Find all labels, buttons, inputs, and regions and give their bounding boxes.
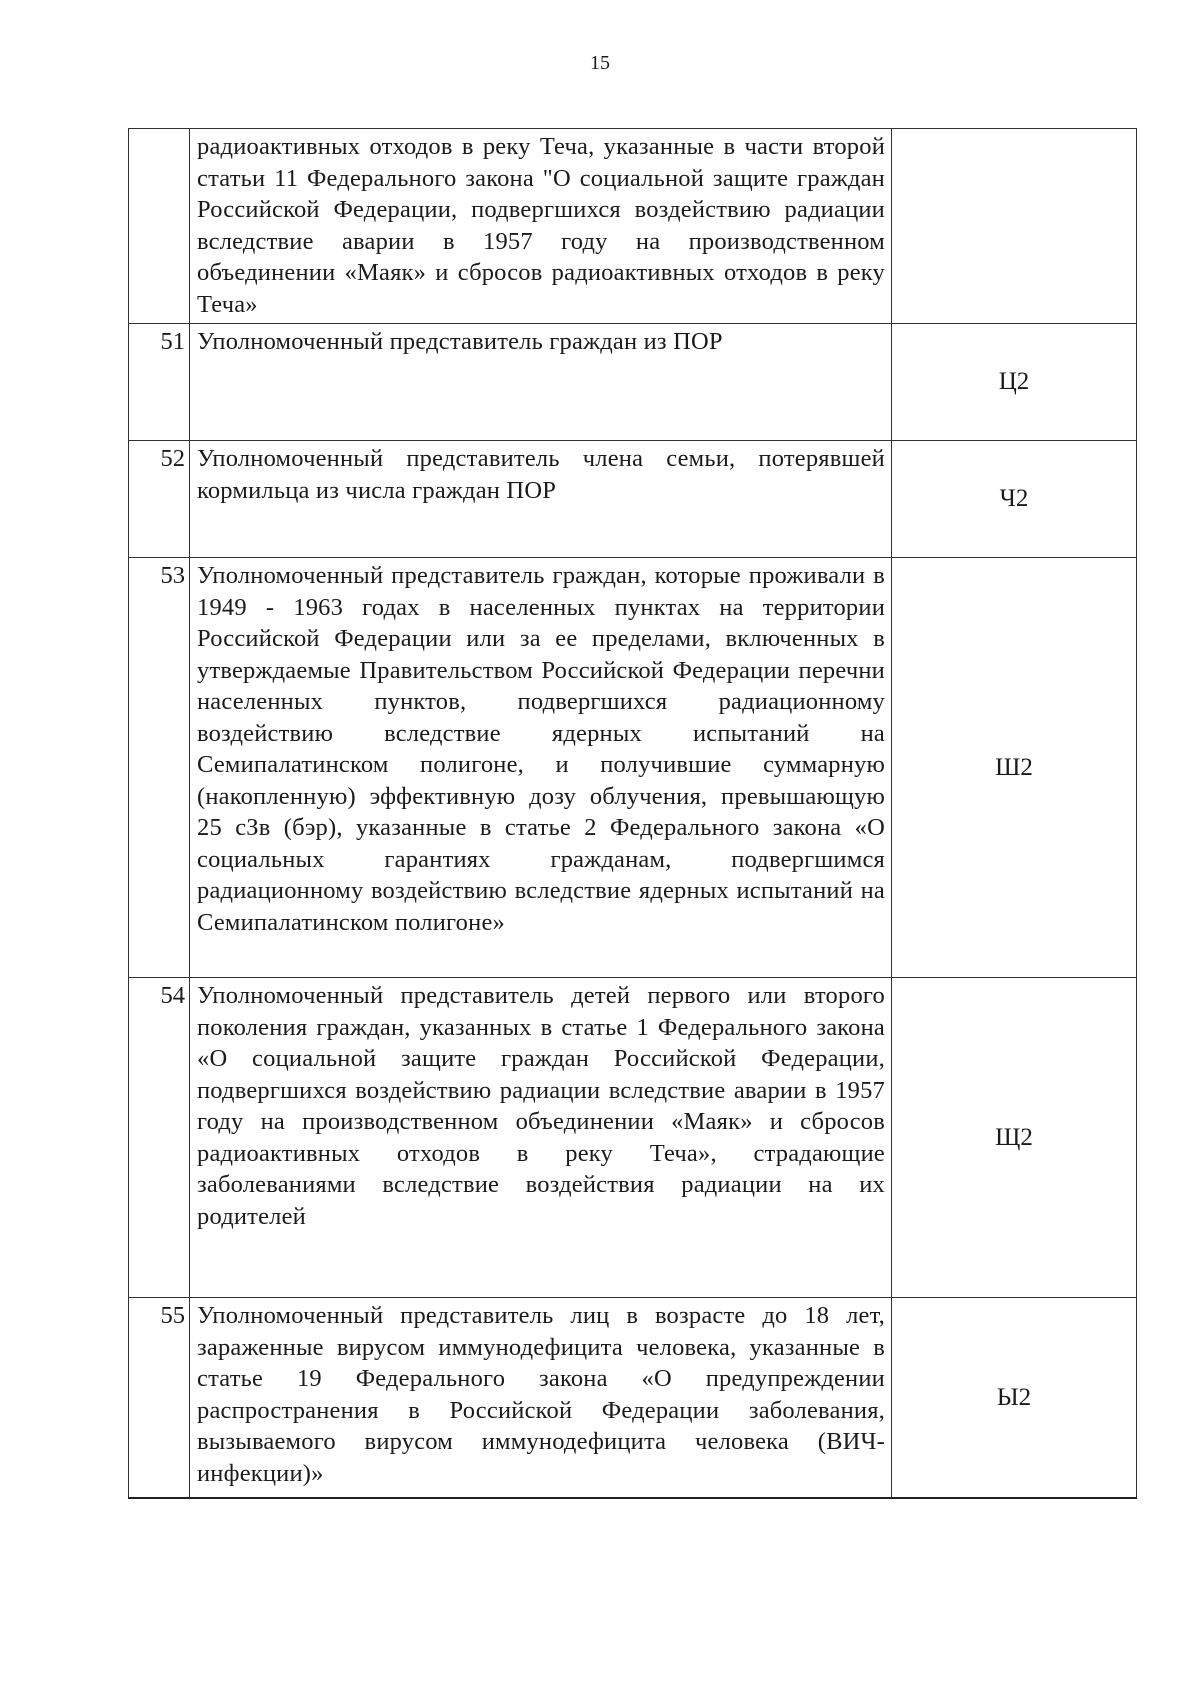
row-number: 51	[129, 324, 190, 441]
row-description: Уполномоченный представитель граждан из ПОР	[190, 324, 892, 441]
row-number: 55	[129, 1298, 190, 1498]
row-description: Уполномоченный представитель члена семьи, потерявшей кормильца из числа граждан ПОР	[190, 441, 892, 558]
row-description: радиоактивных отходов в реку Теча, указанные в части второй статьи 11 Федерального закона "О социальной защите граждан Российской Федерации, подвергшихся воздействию радиации вследствие аварии в 1957 году на производственном объединении «Маяк» и сбросов радиоактивных отходов в реку Теча»	[190, 129, 892, 324]
row-number	[129, 129, 190, 324]
table-row	[129, 324, 1137, 441]
row-code: Ч2	[892, 441, 1137, 558]
row-code: Ц2	[892, 324, 1137, 441]
table-row	[129, 441, 1137, 558]
table-row	[129, 1298, 1137, 1498]
row-description: Уполномоченный представитель лиц в возрасте до 18 лет, зараженные вирусом иммунодефицита человека, указанные в статье 19 Федерального закона «О предупреждении распространения в Российской Федерации заболевания, вызываемого вирусом иммунодефицита человека (ВИЧ-инфекции)»	[190, 1298, 892, 1498]
row-number: 53	[129, 558, 190, 978]
row-number: 52	[129, 441, 190, 558]
row-description: Уполномоченный представитель детей первого или второго поколения граждан, указанных в статье 1 Федерального закона «О социальной защите граждан Российской Федерации, подвергшихся воздействию радиации вследствие аварии в 1957 году на производственном объединении «Маяк» и сбросов радиоактивных отходов в реку Теча», страдающие заболеваниями вследствие воздействия радиации на их родителей	[190, 978, 892, 1298]
table-row	[129, 129, 1137, 324]
row-code	[892, 129, 1137, 324]
row-code: Щ2	[892, 978, 1137, 1298]
row-description: Уполномоченный представитель граждан, которые проживали в 1949 - 1963 годах в населенных пунктах на территории Российской Федерации или за ее пределами, включенных в утверждаемые Правительством Российской Федерации перечни населенных пунктов, подвергшихся радиационному воздействию вследствие ядерных испытаний на Семипалатинском полигоне, и получившие суммарную (накопленную) эффективную дозу облучения, превышающую 25 сЗв (бэр), указанные в статье 2 Федерального закона «О социальных гарантиях гражданам, подвергшимся радиационному воздействию вследствие ядерных испытаний на Семипалатинском полигоне»	[190, 558, 892, 978]
table-row	[129, 978, 1137, 1298]
document-table	[128, 128, 1137, 1499]
table-row	[129, 558, 1137, 978]
page-number: 15	[590, 52, 610, 74]
row-number: 54	[129, 978, 190, 1298]
row-code: Ы2	[892, 1298, 1137, 1498]
row-code: Ш2	[892, 558, 1137, 978]
